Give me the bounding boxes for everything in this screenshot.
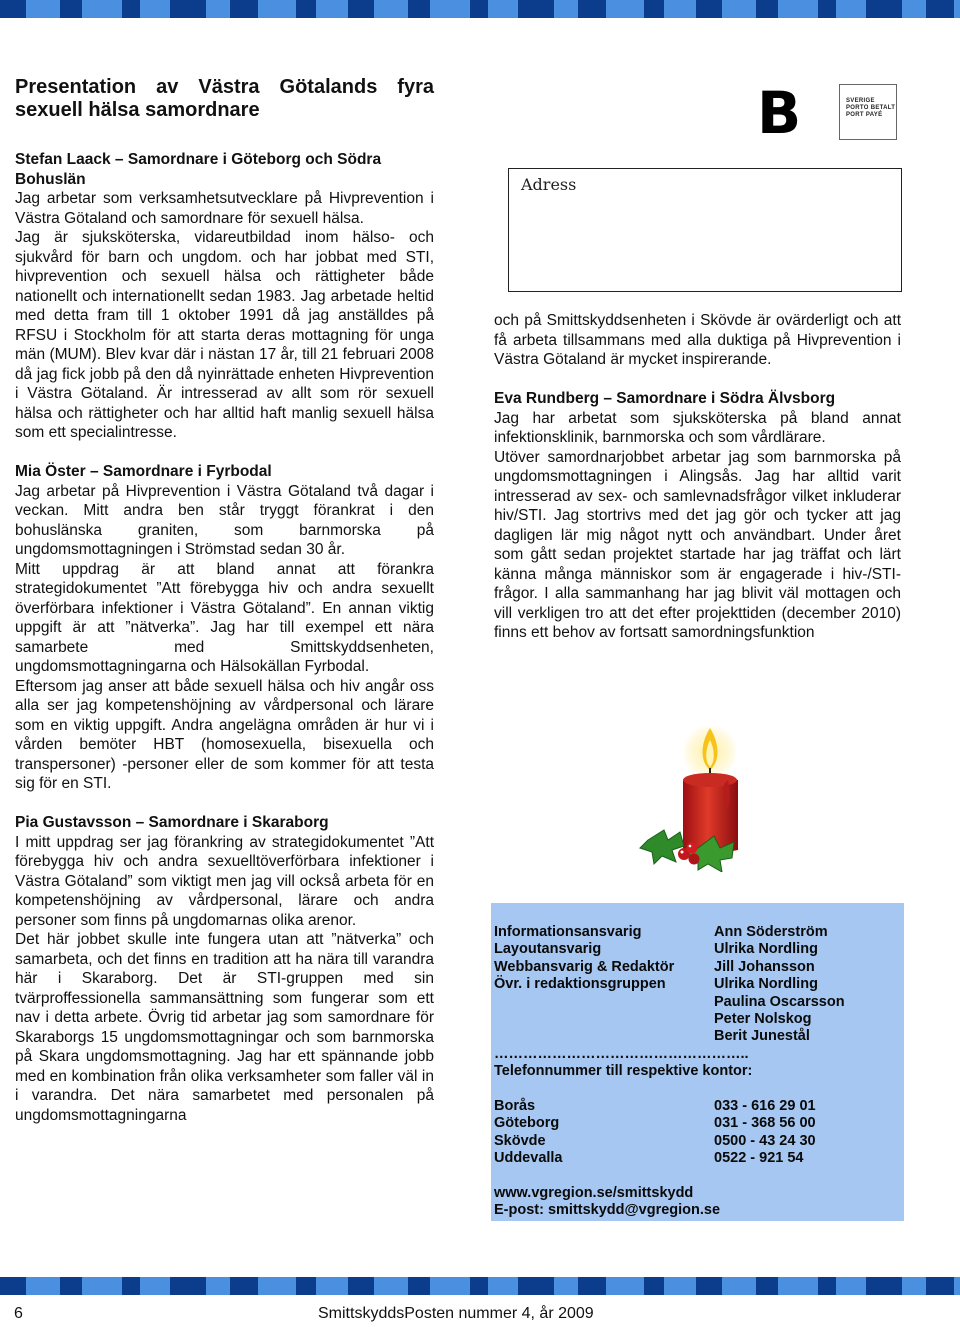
band-segment [778, 0, 818, 18]
role-label: Webbansvarig & Redaktör [494, 958, 675, 975]
section-pia-gustavsson [15, 813, 434, 1125]
section-paragraph: Det här jobbet skulle inte fungera utan att ”nätverka” och samarbeta, och det finns en tradition att ha nära till varandra här i Skaraborg. Det är STI-gruppen med sin tvärproffessionella sammansättning som fungerar som ett nav i detta arbete. Övrig tid arbetar jag som samordnare för Skaraborgs 15 ungdomsmottagningar och som barnmorska på Skara ungdomsmottagning. Jag har ett spännande jobb med en kombination från olika verksamheter som faller väl in i varandra. Det nära samarbetet med personalen på ungdomsmottagningarna [15, 931, 434, 1124]
band-segment [170, 0, 206, 18]
band-segment [122, 1277, 140, 1295]
section-stefan-laack [15, 150, 434, 443]
article-title: Presentation av Västra Götalands fyra sexuell hälsa samordnare [15, 76, 434, 121]
band-segment [258, 0, 296, 18]
section-paragraph: Jag har arbetat som sjuksköterska på bland annat infektionsklinik, barnmorska och som vårdlärare. [494, 409, 901, 446]
band-segment [926, 1277, 954, 1295]
phone-heading: Telefonnummer till respektive kontor: [494, 1063, 753, 1080]
band-segment [206, 0, 230, 18]
band-segment [374, 1277, 408, 1295]
section-paragraph: Jag arbetar på Hivprevention i Västra Götaland två dagar i veckan. Mitt andra ben står tryggt förankrat i den bohuslänska graniten, som barnmorska på ungdomsmottagningen i Strömstad sedan 30 år. [15, 482, 434, 558]
band-segment [778, 1277, 818, 1295]
band-segment [230, 1277, 258, 1295]
band-segment [296, 1277, 316, 1295]
role-name: Ann Söderström [714, 924, 828, 940]
divider-dots: …………………………………………….. [494, 1045, 749, 1062]
role-label: Övr. i redaktionsgruppen [494, 976, 666, 993]
band-segment [554, 1277, 578, 1295]
band-segment [0, 0, 26, 18]
band-segment [902, 0, 926, 18]
porto-betalt-stamp [839, 84, 897, 140]
stamp-line: SVERIGE [846, 98, 875, 104]
section-heading: Eva Rundberg – Samordnare i Södra Älvsborg [494, 390, 836, 407]
band-segment [606, 0, 644, 18]
band-segment [902, 1277, 926, 1295]
band-segment [60, 1277, 82, 1295]
band-segment [644, 1277, 664, 1295]
band-segment [756, 1277, 778, 1295]
role-label: Informationsansvarig [494, 924, 642, 940]
stamp-line: PORT PAYÉ [846, 112, 883, 118]
band-segment [954, 0, 960, 18]
email-link[interactable]: E-post: smittskydd@vgregion.se [494, 1202, 721, 1219]
band-segment [374, 0, 408, 18]
band-segment [518, 1277, 554, 1295]
band-segment [122, 0, 140, 18]
band-segment [554, 0, 578, 18]
band-segment [644, 0, 664, 18]
stamp-line: PORTO BETALT [846, 105, 896, 111]
band-segment [664, 1277, 696, 1295]
website-link[interactable]: www.vgregion.se/smittskydd [494, 1185, 694, 1201]
continued-paragraph: och på Smittskyddsenheten i Skövde är ovärderligt och att få arbeta tillsammans med alla duktiga på Hivprevention i Västra Götaland är mycket inspirerande. [494, 312, 901, 368]
phone-number: 0522 - 921 54 [714, 1150, 804, 1167]
band-segment [408, 0, 430, 18]
band-segment [866, 0, 902, 18]
band-segment [82, 0, 122, 18]
band-segment [430, 0, 470, 18]
band-segment [0, 1277, 26, 1295]
top-band [0, 0, 960, 18]
right-column [494, 311, 901, 643]
band-segment [140, 0, 170, 18]
section-paragraph: Jag är sjuksköterska, vidareutbildad inom hälso- och sjukvård för barn och ungdom. och har jobbat med STI, hivprevention och sexuell hälsa och rättigheter både nationellt och internationellt sedan 1983. Jag arbetade heltid med detta fram till 1 oktober 1991 då jag anställdes på RFSU i Stockholm för att starta deras mottagning för unga män (MUM). Blev kvar där i nästan 17 år, till 21 februari 2008 då jag fick jobb på den då nyinrättade enheten Hivprevention i Västra Götaland. Är intresserad av allt som rör sexuell hälsa och rättigheter och har alltid haft manlig sexuell hälsa som ett specialintresse. [15, 229, 434, 441]
band-segment [578, 0, 606, 18]
band-segment [836, 0, 866, 18]
band-segment [82, 1277, 122, 1295]
band-segment [488, 1277, 518, 1295]
phone-city: Uddevalla [494, 1150, 563, 1167]
band-segment [60, 0, 82, 18]
bottom-band [0, 1277, 960, 1295]
role-name: Jill Johansson [714, 958, 815, 975]
band-segment [230, 0, 258, 18]
section-paragraph: Jag arbetar som verksamhetsutvecklare på Hivprevention i Västra Götaland och samordnare för sexuell hälsa. [15, 190, 434, 227]
section-mia-oster [15, 462, 434, 794]
band-segment [722, 1277, 756, 1295]
band-segment [664, 0, 696, 18]
band-segment [348, 1277, 374, 1295]
section-paragraph: Utöver samordnarjobbet arbetar jag som barnmorska på ungdomsmottagningen i Alingsås. Jag har alltid varit intresserad av sex- och samlevnadsfrågor vilket inkluderar hiv/STI. Jag stortrivs med det jag gör och tycker att jag dagligen lär mig något nytt och användbart. Under året som gått sedan projektet startade har jag träffat och lärt känna många människor som är engagerade i hiv-/STI-frågor. I alla sammanhang har jag blivit väl mottagen och vill verkligen tro att det efter projekttiden (december 2010) finns ett behov av fortsatt samordningsfunktion [494, 448, 901, 641]
band-segment [818, 1277, 836, 1295]
band-segment [430, 1277, 470, 1295]
band-segment [316, 1277, 348, 1295]
phone-number: 031 - 368 56 00 [714, 1115, 816, 1132]
band-segment [578, 1277, 606, 1295]
band-segment [818, 0, 836, 18]
masthead-info-box [491, 903, 904, 1221]
band-segment [296, 0, 316, 18]
band-segment [954, 1277, 960, 1295]
band-segment [170, 1277, 206, 1295]
band-segment [470, 0, 488, 18]
section-heading: Mia Öster – Samordnare i Fyrbodal [15, 463, 272, 480]
band-segment [836, 1277, 866, 1295]
address-label: Adress [521, 175, 577, 194]
section-heading: Pia Gustavsson – Samordnare i Skaraborg [15, 814, 329, 831]
address-box [508, 168, 902, 292]
band-segment [26, 0, 60, 18]
section-paragraph: I mitt uppdrag ser jag förankring av strategidokumentet ”Att förebygga hiv och andra sexuelltöverförbara infektioner i Västra Götaland” som viktigt men jag vill också arbeta för en kompetenshöjning av vårdpersonal, lärare och andra personer som finns på ungdomarnas olika arenor. [15, 833, 434, 929]
role-name: Paulina Oscarsson [714, 993, 845, 1010]
section-paragraph: Mitt uppdrag är att bland annat att förankra strategidokumentet ”Att förebygga hiv och andra sexuellt överförbara infektioner i Västra Götaland”. En annan viktig uppgift är att ”nätverka”. Jag har till exempel ett nära samarbete med Smittskyddsenheten, ungdomsmottagningarna och Hälsokällan Fyrbodal. [15, 560, 434, 675]
role-name: Peter Nolskog [714, 1011, 812, 1027]
band-segment [696, 1277, 722, 1295]
publication-name: SmittskyddsPosten nummer 4, år 2009 [318, 1305, 594, 1322]
band-segment [206, 1277, 230, 1295]
band-segment [722, 0, 756, 18]
role-name: Ulrika Nordling [714, 941, 818, 958]
band-segment [408, 1277, 430, 1295]
band-segment [756, 0, 778, 18]
band-segment [258, 1277, 296, 1295]
band-segment [348, 0, 374, 18]
band-segment [696, 0, 722, 18]
band-segment [316, 0, 348, 18]
band-segment [488, 0, 518, 18]
phone-number: 0500 - 43 24 30 [714, 1132, 816, 1149]
role-name: Berit Junestål [714, 1028, 810, 1045]
phone-city: Skövde [494, 1132, 546, 1149]
role-name: Ulrika Nordling [714, 976, 818, 993]
band-segment [866, 1277, 902, 1295]
band-segment [140, 1277, 170, 1295]
christmas-candle-icon [628, 722, 768, 872]
left-column [15, 76, 434, 1125]
section-heading: Stefan Laack – Samordnare i Göteborg och Södra Bohuslän [15, 151, 382, 188]
page-number: 6 [14, 1305, 23, 1322]
role-label: Layoutansvarig [494, 941, 602, 958]
band-segment [470, 1277, 488, 1295]
section-paragraph: Eftersom jag anser att både sexuell hälsa och hiv angår oss alla ser jag kompetenshöjning av vårdpersonal och lärare som en viktig uppgift. Andra angelägna områden är hur vi i vården bemöter HBT (homosexuella, bisexuella och transpersoner) -personer eller de som kommer för att testa sig för en STI. [15, 677, 434, 792]
phone-city: Borås [494, 1098, 536, 1114]
band-segment [518, 0, 554, 18]
band-segment [26, 1277, 60, 1295]
band-segment [606, 1277, 644, 1295]
phone-number: 033 - 616 29 01 [714, 1098, 816, 1114]
band-segment [926, 0, 954, 18]
b-postage-mark: B [757, 79, 802, 147]
section-eva-rundberg [494, 389, 901, 643]
phone-city: Göteborg [494, 1115, 560, 1132]
